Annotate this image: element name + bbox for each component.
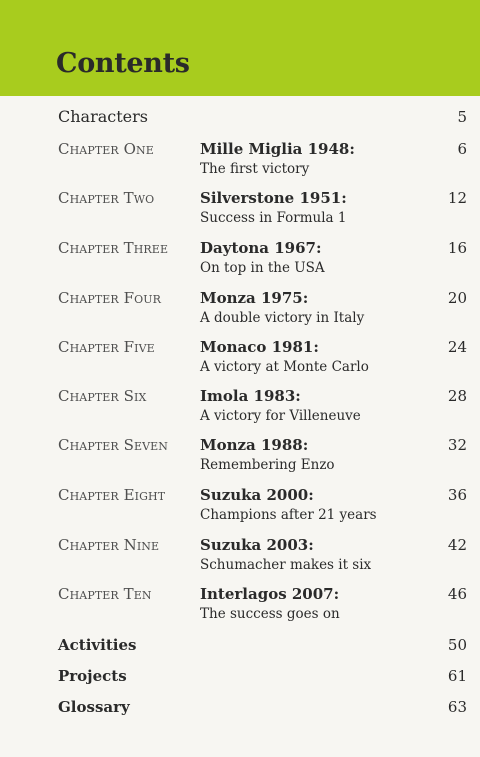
page-number: 24 — [447, 338, 467, 356]
page-number: 5 — [457, 108, 467, 126]
entry-label: Activities — [58, 636, 137, 654]
chapter-race: Suzuka 2003: — [200, 536, 314, 554]
chapter-race: Mille Miglia 1948: — [200, 140, 355, 158]
chapter-label: Chapter Five — [58, 338, 155, 356]
chapter-race: Monaco 1981: — [200, 338, 319, 356]
page-number: 50 — [447, 636, 467, 654]
chapter-race: Suzuka 2000: — [200, 486, 314, 504]
page-title: Contents — [56, 48, 190, 79]
chapter-race: Monza 1975: — [200, 289, 309, 307]
chapter-race: Silverstone 1951: — [200, 189, 347, 207]
page-number: 32 — [447, 436, 467, 454]
page-number: 61 — [447, 667, 467, 685]
page-number: 16 — [447, 239, 467, 257]
chapter-subtitle: A victory at Monte Carlo — [200, 359, 369, 375]
chapter-label: Chapter Seven — [58, 436, 169, 454]
page-number: 36 — [447, 486, 467, 504]
page-number: 12 — [447, 189, 467, 207]
chapter-subtitle: Champions after 21 years — [200, 507, 377, 523]
page-number: 42 — [447, 536, 467, 554]
page-number: 20 — [447, 289, 467, 307]
chapter-subtitle: The success goes on — [200, 606, 340, 622]
chapter-label: Chapter Ten — [58, 585, 152, 603]
entry-label: Projects — [58, 667, 127, 685]
page-number: 46 — [447, 585, 467, 603]
chapter-label: Chapter Six — [58, 387, 147, 405]
chapter-label: Chapter Two — [58, 189, 155, 207]
chapter-race: Monza 1988: — [200, 436, 309, 454]
page-number: 6 — [457, 140, 467, 158]
chapter-subtitle: Remembering Enzo — [200, 457, 335, 473]
chapter-label: Chapter Four — [58, 289, 162, 307]
chapter-subtitle: A victory for Villeneuve — [200, 408, 361, 424]
chapter-label: Chapter Three — [58, 239, 169, 257]
entry-label: Glossary — [58, 698, 130, 716]
chapter-subtitle: A double victory in Italy — [200, 310, 365, 326]
chapter-race: Daytona 1967: — [200, 239, 322, 257]
page-number: 63 — [447, 698, 467, 716]
chapter-race: Interlagos 2007: — [200, 585, 340, 603]
chapter-subtitle: Schumacher makes it six — [200, 557, 372, 573]
chapter-subtitle: The first victory — [200, 161, 310, 177]
entry-label: Characters — [58, 107, 148, 126]
chapter-race: Imola 1983: — [200, 387, 301, 405]
chapter-label: Chapter Eight — [58, 486, 166, 504]
page-number: 28 — [447, 387, 467, 405]
chapter-label: Chapter Nine — [58, 536, 160, 554]
chapter-subtitle: On top in the USA — [200, 260, 325, 276]
chapter-label: Chapter One — [58, 140, 154, 158]
chapter-subtitle: Success in Formula 1 — [200, 210, 347, 226]
